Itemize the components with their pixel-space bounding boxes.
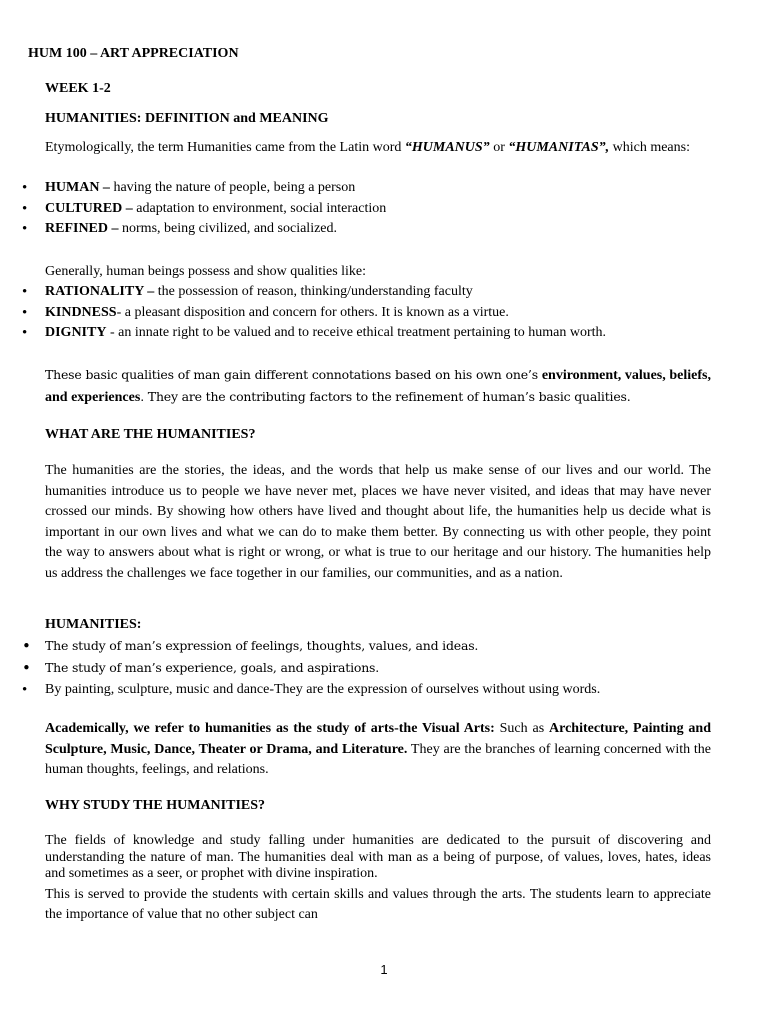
humanities-heading: HUMANITIES: (45, 617, 142, 632)
list-item: • By painting, sculpture, music and dance-They are the expression of ourselves without using words. (45, 680, 711, 701)
why-paragraph-2: This is served to provide the students with certain skills and values through the arts. The students learn to appreciate the importance of value that no other subject can (45, 887, 711, 922)
list-item: • DIGNITY - an innate right to be valued and to receive ethical treatment pertaining to human worth. (45, 323, 711, 344)
meaning-list (45, 178, 711, 240)
what-heading: WHAT ARE THE HUMANITIES? (45, 427, 256, 442)
etymology-paragraph: Etymologically, the term Humanities came from the Latin word “HUMANUS” or “HUMANITAS”, which means: (45, 140, 690, 155)
qualities-intro: Generally, human beings possess and show qualities like: (45, 264, 367, 279)
page-number: 1 (380, 962, 388, 977)
list-item: • CULTURED – adaptation to environment, social interaction (45, 199, 711, 220)
list-item: • The study of man’s experience, goals, and aspirations. (45, 658, 711, 679)
humanities-list (45, 636, 711, 701)
course-title: HUM 100 – ART APPRECIATION (28, 46, 239, 61)
list-item: • The study of man’s expression of feelings, thoughts, values, and ideas. (45, 636, 711, 657)
definition-heading: HUMANITIES: DEFINITION and MEANING (45, 111, 329, 126)
list-item: • RATIONALITY – the possession of reason, thinking/understanding faculty (45, 282, 711, 303)
connotations-paragraph: These basic qualities of man gain different connotations based on his own one’s environment, values, beliefs, and experiences. They are the contributing factors to the refinement of human’s basic qualities. (45, 367, 711, 405)
list-item: • KINDNESS- a pleasant disposition and concern for others. It is known as a virtue. (45, 303, 711, 324)
academic-paragraph: Academically, we refer to humanities as the study of arts-the Visual Arts: Such as Architecture, Painting and Sculpture, Music, Dance, Theater or Drama, and Literature. They are the branches of learning concerned with the human thoughts, feelings, and relations. (45, 721, 712, 777)
qualities-list (45, 282, 711, 344)
week-label: WEEK 1-2 (45, 81, 111, 96)
what-paragraph: The humanities are the stories, the ideas, and the words that help us make sense of our lives and our world. The humanities introduce us to people we have never met, places we have never visited, and ideas that may have never crossed our minds. By showing how others have lived and thought about life, the humanities help us decide what is important in our own lives and what we can do to make them better. By connecting us with other people, they point the way to answers about what is right or wrong, or what is true to our heritage and our history. The humanities help us address the challenges we face together in our families, our communities, and as a nation. (45, 463, 711, 581)
why-paragraph-1: The fields of knowledge and study falling under humanities are dedicated to the pursuit of discovering and understanding the nature of man. The humanities deal with man as a being of purpose, of values, loves, hates, ideas and sometimes as a seer, or prophet with divine inspiration. (45, 833, 711, 881)
why-heading: WHY STUDY THE HUMANITIES? (45, 798, 266, 813)
list-item: • REFINED – norms, being civilized, and socialized. (45, 219, 711, 240)
list-item: • HUMAN – having the nature of people, being a person (45, 178, 711, 199)
